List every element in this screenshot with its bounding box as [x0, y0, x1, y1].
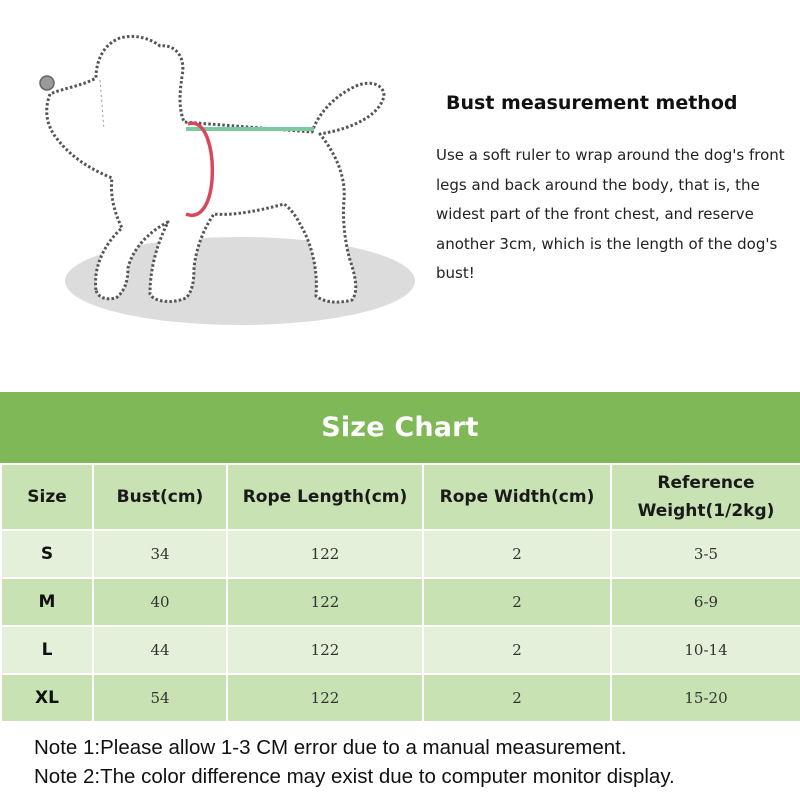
- table-header-row: [1, 464, 800, 530]
- table-row: [1, 530, 800, 578]
- header-rope-width: Rope Width(cm): [423, 464, 611, 530]
- header-size: Size: [1, 464, 93, 530]
- note-2: Note 2:The color difference may exist due to computer monitor display.: [34, 765, 675, 788]
- cell-weight: 15-20: [611, 674, 800, 722]
- cell-rope-length: 122: [227, 578, 423, 626]
- cell-bust: 34: [93, 530, 227, 578]
- dog-measurement-illustration: [0, 0, 430, 380]
- size-chart-table: [0, 463, 800, 723]
- size-chart-title: Size Chart: [321, 412, 479, 443]
- cell-size: L: [1, 626, 93, 674]
- cell-size: XL: [1, 674, 93, 722]
- header-reference-weight: [611, 464, 800, 530]
- cell-rope-width: 2: [423, 674, 611, 722]
- cell-rope-width: 2: [423, 530, 611, 578]
- cell-rope-width: 2: [423, 626, 611, 674]
- cell-bust: 44: [93, 626, 227, 674]
- cell-rope-length: 122: [227, 626, 423, 674]
- table-row: [1, 578, 800, 626]
- header-weight-line1: Reference: [657, 473, 755, 493]
- cell-weight: 6-9: [611, 578, 800, 626]
- notes-section: [34, 733, 794, 791]
- header-bust: Bust(cm): [93, 464, 227, 530]
- table-row: [1, 674, 800, 722]
- table-row: [1, 626, 800, 674]
- cell-size: S: [1, 530, 93, 578]
- cell-rope-width: 2: [423, 578, 611, 626]
- cell-weight: 10-14: [611, 626, 800, 674]
- cell-bust: 54: [93, 674, 227, 722]
- cell-size: M: [1, 578, 93, 626]
- size-chart-banner: [0, 392, 800, 463]
- cell-rope-length: 122: [227, 530, 423, 578]
- cell-bust: 40: [93, 578, 227, 626]
- method-description: Use a soft ruler to wrap around the dog's front legs and back around the body, that is, the widest part of the front chest, and reserve another 3cm, which is the length of the dog's bust!: [436, 146, 785, 282]
- cell-weight: 3-5: [611, 530, 800, 578]
- header-rope-length: Rope Length(cm): [227, 464, 423, 530]
- header-weight-line2: Weight(1/2kg): [637, 501, 775, 521]
- method-title: Bust measurement method: [446, 92, 738, 114]
- cell-rope-length: 122: [227, 674, 423, 722]
- dog-nose: [40, 76, 54, 90]
- note-1: Note 1:Please allow 1-3 CM error due to a manual measurement.: [34, 736, 627, 759]
